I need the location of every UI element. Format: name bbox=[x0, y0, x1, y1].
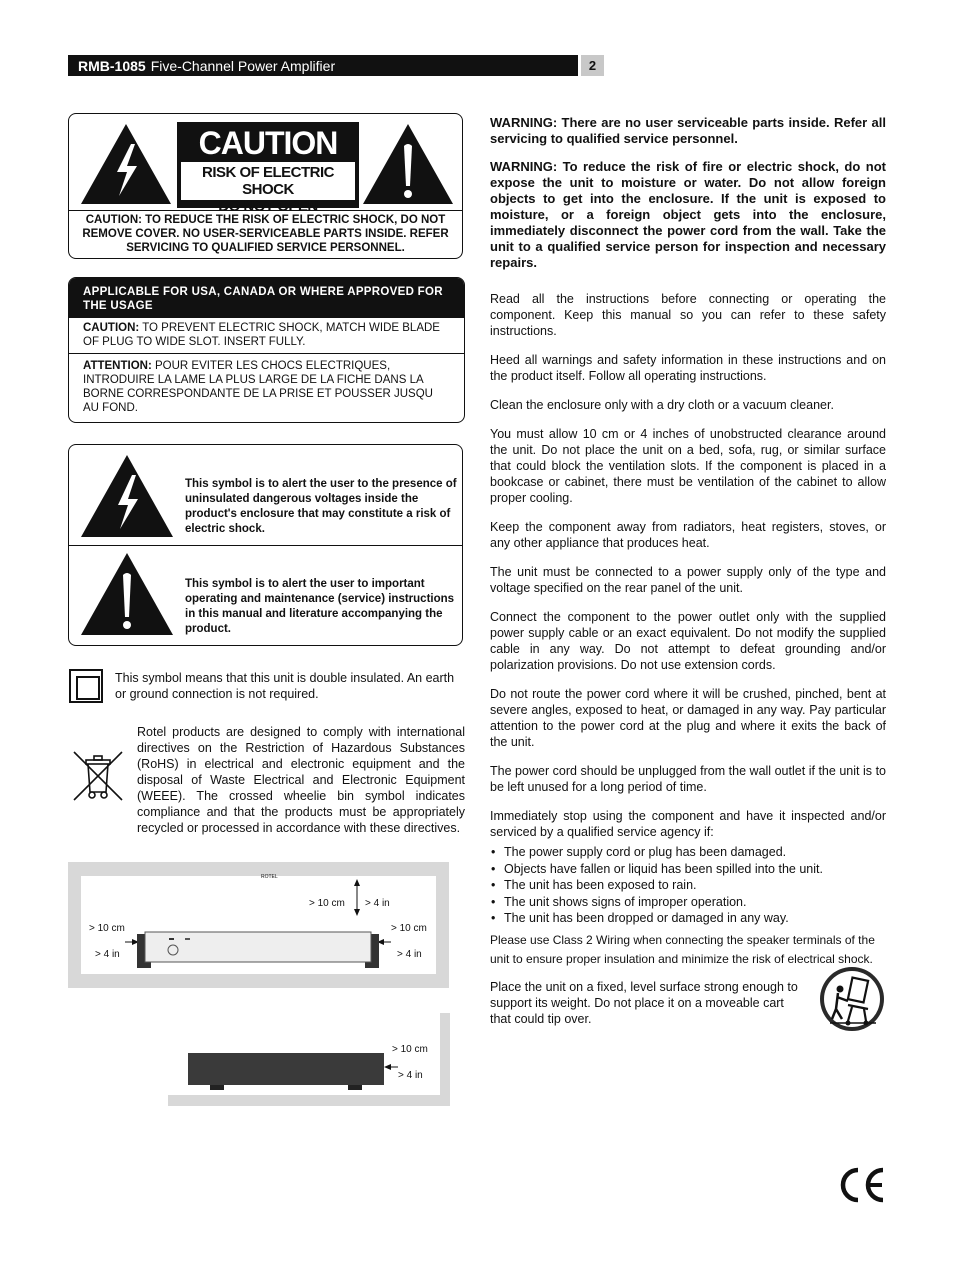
divider bbox=[69, 210, 462, 211]
list-item: • The unit has been exposed to rain. bbox=[490, 877, 886, 894]
caution-sub2: DO NOT OPEN bbox=[218, 198, 318, 215]
attention-plug-label: ATTENTION: bbox=[83, 360, 152, 372]
lightning-warning-icon bbox=[79, 122, 173, 206]
placement-paragraph: Place the unit on a fixed, level surface strong enough to support its weight. Do not place it on a moveable cart that could tip over. bbox=[490, 979, 798, 1026]
side-clearance-cm: > 10 cm bbox=[392, 1044, 428, 1055]
clearance-diagram-front bbox=[68, 862, 449, 988]
caution-sub1: RISK OF ELECTRIC SHOCK bbox=[201, 164, 334, 198]
brand-label: ROTEL bbox=[261, 874, 278, 880]
rohs-weee-text: Rotel products are designed to comply with international directives on the Restriction of Hazardous Substances (RoHS) in electrical and electronic equipment and the disposal of Waste Electrical and Electronic Equipment (WEEE). The crossed wheelie bin symbol indicates compliance and that the products must be appropriately recycled or processed in accordance with these directives. bbox=[137, 725, 465, 835]
double-insulation-icon bbox=[69, 669, 103, 703]
exclamation-warning-icon bbox=[79, 551, 175, 637]
divider bbox=[69, 545, 462, 546]
amplifier-front-illustration bbox=[81, 876, 436, 974]
caution-label-panel bbox=[177, 122, 359, 215]
top-clearance-in: > 4 in bbox=[365, 898, 390, 909]
list-item: • The unit shows signs of improper operation. bbox=[490, 894, 886, 911]
right-clearance-in: > 4 in bbox=[397, 949, 422, 960]
caution-plug-body: TO PREVENT ELECTRIC SHOCK, MATCH WIDE BLADE OF PLUG TO WIDE SLOT. INSERT FULLY. bbox=[83, 322, 440, 348]
list-item: • The unit has been dropped or damaged in any way. bbox=[490, 910, 886, 927]
instruction-paragraph: The power cord should be unplugged from the wall outlet if the unit is to be left unused for a long period of time. bbox=[490, 764, 886, 794]
instruction-paragraph: Immediately stop using the component and have it inspected and/or serviced by a qualified service agency if: bbox=[490, 809, 886, 839]
page-header bbox=[68, 55, 578, 76]
diagram-area bbox=[81, 876, 436, 974]
caution-subtitle bbox=[181, 162, 355, 215]
product-title: Five-Channel Power Amplifier bbox=[150, 57, 336, 74]
applicable-band: APPLICABLE FOR USA, CANADA OR WHERE APPROVED FOR THE USAGE bbox=[69, 278, 464, 318]
exclamation-symbol-text: This symbol is to alert the user to important operating and maintenance (service) instructions in this manual and literature accompanying the product. bbox=[185, 578, 455, 635]
lightning-symbol-text: This symbol is to alert the user to the presence of uninsulated dangerous voltages inside the product's enclosure that may constitute a risk of electric shock. bbox=[185, 478, 457, 535]
diagram-area bbox=[168, 1013, 440, 1095]
plug-polarity-box bbox=[68, 277, 465, 423]
caution-title: CAUTION bbox=[198, 125, 338, 161]
warning-fire-shock: WARNING: To reduce the risk of fire or electric shock, do not expose the unit to moisture or water. Do not allow foreign objects to get into the enclosure. If the unit is exposed to moisture, or a foreign object gets into the enclosure, immediately disconnect the power cord from the wall. Take the unit to a qualified service person for inspection and necessary repairs. bbox=[490, 159, 886, 270]
caution-text: CAUTION: TO REDUCE THE RISK OF ELECTRIC SHOCK, DO NOT REMOVE COVER. NO USER-SERVICEABLE PARTS INSIDE. REFER SERVICING TO QUALIFIED SERVICE PERSONNEL. bbox=[82, 214, 449, 254]
attention-plug-body: POUR EVITER LES CHOCS ELECTRIQUES, INTRODUIRE LA LAME LA PLUS LARGE DE LA FICHE DANS LA BORNE CORRESPONDANTE DE LA PRISE ET POUSSER JUSQU AU FOND. bbox=[83, 360, 433, 414]
caution-plug-label: CAUTION: bbox=[83, 322, 140, 334]
instruction-paragraph: Keep the component away from radiators, heat registers, stoves, or any other appliance that produces heat. bbox=[490, 520, 886, 550]
left-clearance-cm: > 10 cm bbox=[89, 923, 125, 934]
instruction-paragraph: You must allow 10 cm or 4 inches of unobstructed clearance around the unit. Do not place the unit on a bed, sofa, rug, or similar surface that could block the ventilation slots. If the component is placed in a bookcase or cabinet, there must be ventilation of the cabinet to allow proper cooling. bbox=[490, 427, 886, 505]
instruction-paragraph: Connect the component to the power outlet only with the supplied power supply cable or an exact equivalent. Do not modify the supplied cable in any way. Do not attempt to defeat grounding and/or polarization provisions. Do not use extension cords. bbox=[490, 610, 886, 672]
caution-box bbox=[68, 113, 463, 259]
caution-plug-text bbox=[69, 318, 464, 354]
damage-conditions-list bbox=[490, 844, 886, 927]
clearance-diagram-side bbox=[168, 1013, 450, 1106]
double-insulation-text: This symbol means that this unit is double insulated. An earth or ground connection is not required. bbox=[115, 671, 455, 701]
right-clearance-cm: > 10 cm bbox=[391, 923, 427, 934]
instruction-paragraph: Clean the enclosure only with a dry cloth or a vacuum cleaner. bbox=[490, 398, 834, 412]
instruction-paragraph: Heed all warnings and safety information in these instructions and on the product itself. Follow all operating instructions. bbox=[490, 353, 886, 383]
class2-wiring-note: Please use Class 2 Wiring when connecting the speaker terminals of the unit to ensure proper insulation and minimize the risk of electrical shock. bbox=[490, 932, 875, 966]
top-clearance-cm: > 10 cm bbox=[309, 898, 345, 909]
lightning-warning-icon bbox=[79, 453, 175, 539]
instruction-paragraph: Read all the instructions before connecting or operating the component. Keep this manual so you can refer to these safety instructions. bbox=[490, 292, 886, 338]
page-number: 2 bbox=[581, 55, 604, 76]
exclamation-warning-icon bbox=[361, 122, 455, 206]
list-item: • Objects have fallen or liquid has been spilled into the unit. bbox=[490, 861, 886, 878]
side-clearance-in: > 4 in bbox=[398, 1070, 423, 1081]
safety-instructions-column bbox=[490, 115, 886, 1040]
model-name: RMB-1085 bbox=[78, 57, 146, 74]
symbols-explanation-box bbox=[68, 444, 463, 646]
warning-serviceable: WARNING: There are no user serviceable parts inside. Refer all servicing to qualified service personnel. bbox=[490, 115, 886, 146]
attention-plug-text bbox=[69, 354, 464, 420]
cart-tipover-warning-icon bbox=[818, 965, 886, 1033]
list-item: • The power supply cord or plug has been damaged. bbox=[490, 844, 886, 861]
crossed-wheelie-bin-icon bbox=[70, 748, 126, 804]
instruction-paragraph: Do not route the power cord where it will be crushed, pinched, bent at severe angles, exposed to heat, or damaged in any way. Pay particular attention to the power cord at the plug and where it exits the back of the unit. bbox=[490, 687, 886, 749]
left-clearance-in: > 4 in bbox=[95, 949, 120, 960]
ce-mark-icon bbox=[836, 1167, 886, 1203]
instruction-paragraph: The unit must be connected to a power supply only of the type and voltage specified on the rear panel of the unit. bbox=[490, 565, 886, 595]
